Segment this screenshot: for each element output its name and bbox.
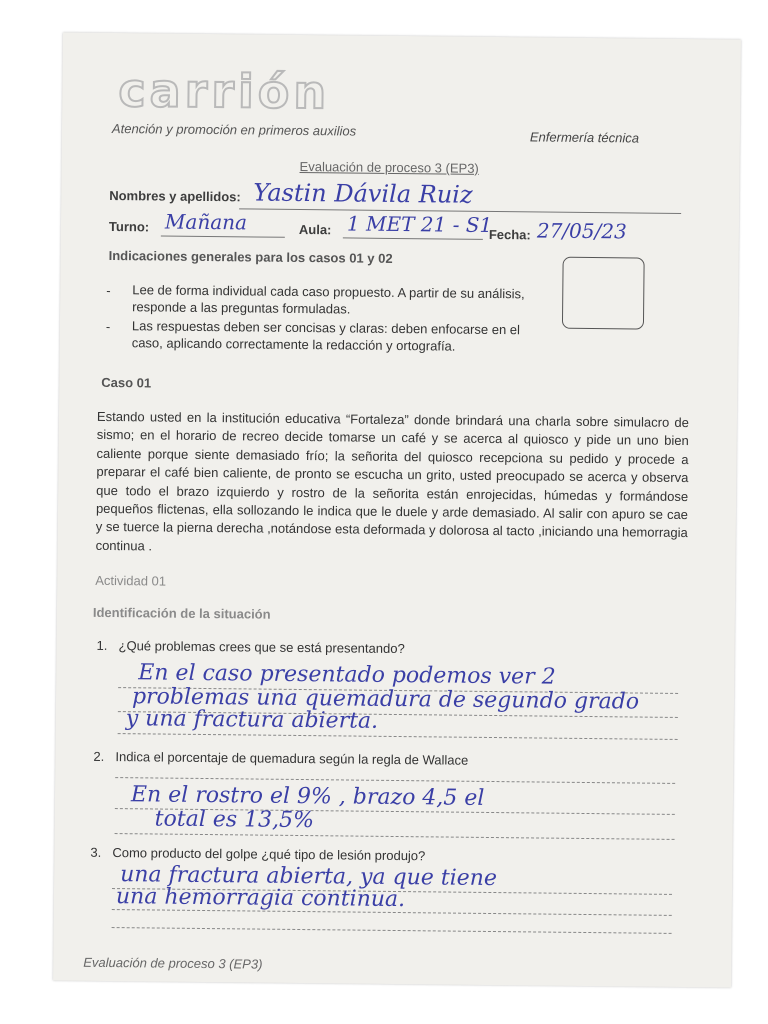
aula-underline xyxy=(343,237,483,239)
question-text: Indica el porcentaje de quemadura según la regla de Wallace xyxy=(115,749,469,768)
answer-line: problemas una quemadura de segundo grado xyxy=(131,684,640,715)
activity-subtitle: Identificación de la situación xyxy=(92,604,271,622)
exam-sheet xyxy=(53,32,741,987)
fecha-value: 27/05/23 xyxy=(536,218,627,244)
indication-item: Las respuestas deben ser concisas y claras: deben enfocarse en el caso, aplicando correctamente la redacción y ortografía. xyxy=(131,318,521,354)
bullet-icon: - xyxy=(105,318,111,334)
answer-line: En el caso presentado podemos ver 2 xyxy=(138,660,556,690)
aula-value: 1 MET 21 - S1 xyxy=(346,211,493,237)
evaluation-title: Evaluación de proceso 3 (EP3) xyxy=(299,158,479,176)
name-label: Nombres y apellidos: xyxy=(109,187,241,205)
case-title: Caso 01 xyxy=(101,374,152,391)
turno-underline xyxy=(161,236,285,238)
question-number: 1. xyxy=(96,637,108,653)
question-text: ¿Qué problemas crees que se está presentando? xyxy=(118,638,405,657)
answer-line: y una fractura abierta. xyxy=(125,706,379,734)
question-number: 2. xyxy=(93,748,105,764)
indication-item: Lee de forma individual cada caso propuesto. A partir de su análisis, responde a las preguntas formuladas. xyxy=(132,282,525,317)
answer-line: una hemorragia continua. xyxy=(115,884,406,913)
career-title: Enfermería técnica xyxy=(529,129,640,146)
program-title: Atención y promoción en primeros auxilios xyxy=(111,120,357,139)
answer-line: total es 13,5% xyxy=(154,806,315,834)
carrion-logo: carrión xyxy=(118,63,331,120)
answer-rule xyxy=(112,927,672,934)
name-value: Yastin Dávila Ruiz xyxy=(253,178,473,209)
answer-line: En el rostro el 9% , brazo 4,5 el xyxy=(130,782,485,811)
turno-value: Mañana xyxy=(164,209,248,235)
fecha-label: Fecha: xyxy=(488,226,531,243)
activity-title: Actividad 01 xyxy=(95,572,167,589)
turno-label: Turno: xyxy=(108,218,150,235)
indications-title: Indicaciones generales para los casos 01 y 02 xyxy=(108,247,393,266)
case-text: Estando usted en la institución educativa “Fortaleza” donde brindará una charla sobre simulacro de sismo; en el horario de recreo decide tomarse un café y se acerca al quiosco y pide un uno bien caliente porque siente demasiado frío; la señorita del quiosco recepciona su pedido y procede a preparar el café bien caliente, de pronto se escucha un grito, usted preocupado se acerca y observa que todo el brazo izquierdo y rostro de la señorita están enrojecidas, húmedas y formándose pequeños flictenas, ella sollozando le indica que le duele y arde demasiado. Al salir con apuro se cae y se tuerce la pierna derecha ,notándose esta deformada y dolorosa al tacto ,iniciando una hemorragia continua . xyxy=(95,408,690,554)
answer-line: una fractura abierta, ya que tiene xyxy=(120,862,498,892)
bullet-icon: - xyxy=(106,282,111,298)
grade-box xyxy=(562,257,645,330)
answer-rule xyxy=(115,833,675,840)
answer-rule xyxy=(118,733,678,740)
aula-label: Aula: xyxy=(298,221,332,238)
footer-text: Evaluación de proceso 3 (EP3) xyxy=(83,954,263,972)
question-number: 3. xyxy=(90,844,102,860)
question-text: Como producto del golpe ¿qué tipo de lesión produjo? xyxy=(112,845,426,864)
